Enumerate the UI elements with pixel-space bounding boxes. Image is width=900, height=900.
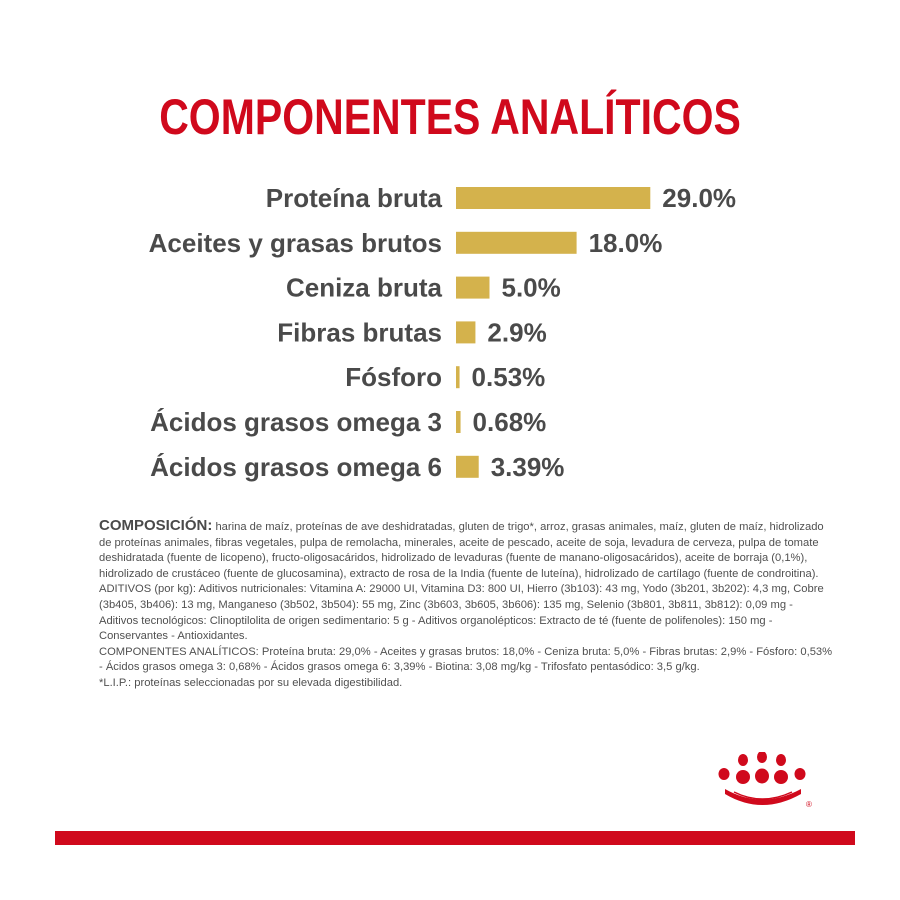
composition-block	[99, 518, 834, 692]
chart-value-label: 29.0%	[662, 183, 737, 213]
chart-category-label: Proteína bruta	[265, 183, 442, 213]
chart-category-label: Ácidos grasos omega 3	[150, 407, 442, 437]
analytical-text: COMPONENTES ANALÍTICOS: Proteína bruta: 29,0% - Aceites y grasas brutos: 18,0% - Ceniza bruta: 5,0% - Fibras brutas: 2,9% - Fósforo: 0,53% - Ácidos grasos omega 3: 0,68% - Ácidos grasos omega 6: 3,39% - Biotina: 3,08 mg/kg - Trifosfato pentasódico: 3,5 g/kg.	[99, 645, 833, 674]
chart-category-label: Fósforo	[345, 362, 442, 393]
chart-category-label: Fibras brutas	[277, 317, 442, 348]
chart-bar	[456, 456, 479, 478]
chart-bar	[456, 277, 490, 299]
chart-value-label: 0.68%	[472, 407, 547, 437]
chart-category-label: Ceniza bruta	[285, 272, 442, 303]
chart-bar	[456, 321, 475, 343]
chart-value-label: 5.0%	[501, 272, 561, 303]
page-title: COMPONENTES ANALÍTICOS	[159, 89, 741, 145]
registered-mark: ®	[806, 800, 812, 809]
royal-canin-crown-icon	[710, 752, 820, 812]
additives-text: ADITIVOS (por kg): Aditivos nutricionales: Vitamina A: 29000 UI, Vitamina D3: 800 UI, Hierro (3b103): 43 mg, Yodo (3b201, 3b202): 4,3 mg, Cobre (3b405, 3b406): 13 mg, Manganeso (3b502, 3b504): 55 mg, Zinc (3b603, 3b605, 3b606): 135 mg, Selenio (3b801, 3b811, 3b812): 0,09 mg - Aditivos tecnológicos: Clinoptilolita de origen sedimentario: 5 g - Aditivos organolépticos: Extracto de té (fuente de polifenoles): 150 mg - Conservantes - Antioxidantes.	[99, 583, 824, 643]
chart-bar	[456, 411, 461, 433]
chart-value-label: 2.9%	[487, 317, 547, 348]
chart-value-label: 3.39%	[490, 451, 565, 482]
lip-note: *L.I.P.: proteínas seleccionadas por su elevada digestibilidad.	[99, 676, 403, 689]
chart-bar	[456, 366, 460, 388]
chart-value-label: 0.53%	[471, 362, 546, 393]
chart-category-label: Ácidos grasos omega 6	[150, 451, 442, 482]
composition-text: harina de maíz, proteínas de ave deshidratadas, gluten de trigo*, arroz, grasas animales, maíz, gluten de maíz, hidrolizado de proteínas animales, fibras vegetales, pulpa de remolacha, minerales, aceite de pescado, aceite de soja, levadura de cerveza, pulpa de tomate deshidratada (fuente de licopeno), fructo-oligosacáridos, hidrolizado de levaduras (fuente de manano-oligosacáridos), aceite de borraja (0,1%), hidrolizado de crustáceo (fuente de glucosamina), extracto de rosa de la India (fuente de luteína), hidrolizado de cartílago (fuente de condroitina).	[99, 521, 824, 580]
chart-bar	[456, 232, 577, 254]
footer-bar	[55, 831, 855, 845]
composition-paragraph	[99, 518, 834, 582]
chart-value-label: 18.0%	[588, 227, 663, 258]
chart-category-label: Aceites y grasas brutos	[148, 227, 442, 258]
composition-label: COMPOSICIÓN:	[99, 517, 213, 534]
chart-bar	[456, 187, 650, 209]
